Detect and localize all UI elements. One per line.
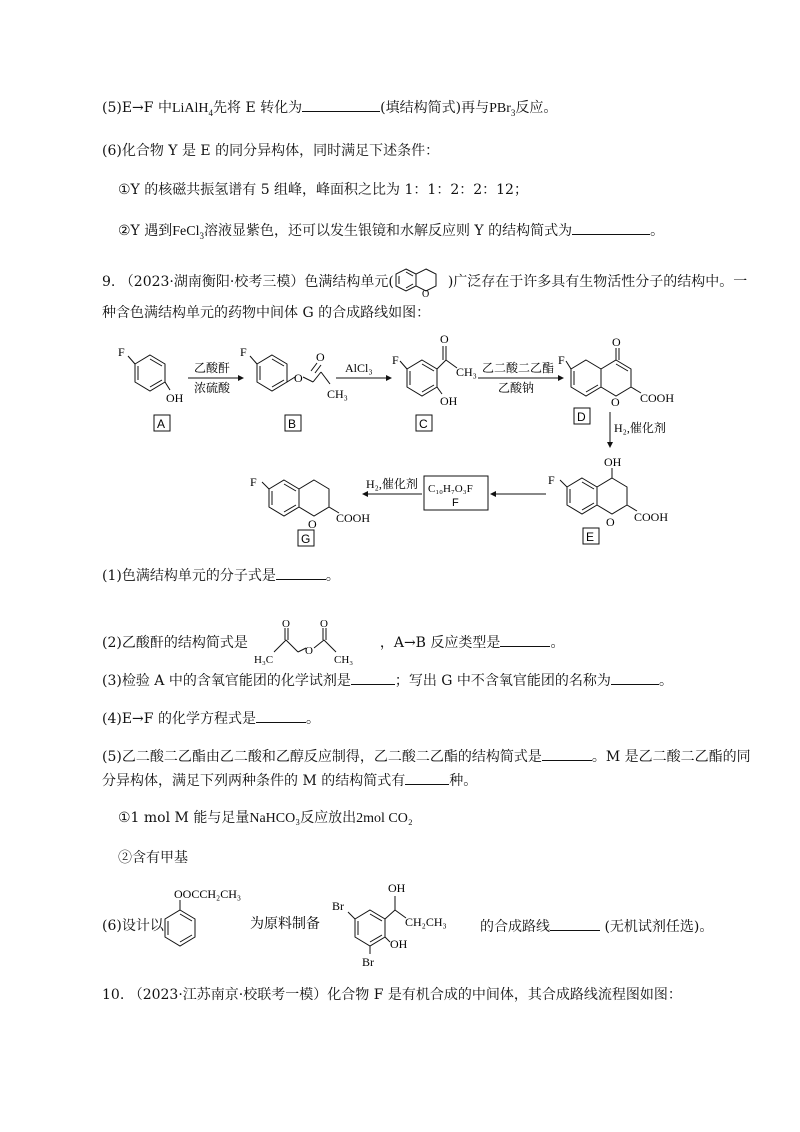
svg-text:Br: Br	[332, 899, 344, 913]
answer-blank	[550, 916, 600, 931]
svg-text:CH₃: CH₃	[333, 654, 353, 666]
question-9-header: 9. （2023·湖南衡阳·校考三模）色满结构单元( O )广泛存在于许多具有生物活性分子的结构中。一	[102, 265, 747, 299]
answer-blank	[611, 670, 659, 685]
question-9-intro: 种含色满结构单元的药物中间体 G 的合成路线如图：	[102, 305, 431, 321]
question-10-header: 10. （2023·江苏南京·校联考一模）化合物 F 是有机合成的中间体，其合成路线流程图如图：	[102, 987, 682, 1003]
svg-text:OH: OH	[604, 455, 622, 469]
chromane-structure-icon	[394, 265, 448, 299]
svg-text:F: F	[548, 473, 555, 487]
svg-text:OOCCH₂CH₃: OOCCH₂CH₃	[174, 887, 242, 901]
answer-blank	[276, 565, 326, 580]
question-9-part-3: (3)检验 A 中的含氧官能团的化学试剂是 ；写出 G 中不含氧官能团的名称为 。	[102, 670, 673, 691]
label-f: F	[452, 497, 459, 509]
svg-text:F: F	[240, 345, 247, 359]
svg-text:O: O	[304, 645, 313, 657]
svg-text:F: F	[558, 353, 565, 367]
answer-blank	[351, 670, 395, 685]
svg-text:O: O	[294, 371, 303, 385]
question-6-intro: (6)化合物 Y 是 E 的同分异构体，同时满足下述条件：	[102, 143, 440, 159]
svg-text:H₃C: H₃C	[253, 654, 273, 666]
svg-text:O: O	[316, 350, 325, 364]
synthesis-scheme	[0, 330, 800, 550]
svg-text:O: O	[611, 395, 620, 409]
answer-blank	[256, 708, 306, 723]
condition-bc: AlCl₃	[345, 361, 373, 375]
question-9-part-4: (4)E→F 的化学方程式是 。	[102, 708, 320, 729]
svg-text:COOH: COOH	[634, 510, 669, 524]
question-9-part-6: (6)设计以	[102, 918, 164, 934]
svg-text:CH₃: CH₃	[327, 387, 348, 401]
question-5: (5)E→F 中LiAlH$_4$先将 E 转化为 (填结构简式)再与PBr$_3$反应。	[102, 97, 557, 123]
svg-text:O: O	[281, 618, 290, 630]
svg-text:OH: OH	[390, 937, 408, 951]
acetic-anhydride-structure	[254, 618, 374, 668]
compound-c-structure	[400, 346, 457, 396]
svg-text:CH₃: CH₃	[456, 365, 477, 379]
question-9-part-5-condition-2: ②含有甲基	[118, 850, 188, 866]
compound-d-structure	[566, 348, 641, 396]
answer-blank	[500, 632, 550, 647]
svg-text:Br: Br	[362, 955, 374, 969]
svg-text:OH: OH	[440, 394, 458, 408]
label-a: A	[157, 417, 166, 431]
svg-text:O: O	[440, 332, 449, 346]
condition-de: H₂,催化剂	[614, 421, 666, 435]
label-g: G	[301, 532, 311, 546]
question-9-part-1: (1)色满结构单元的分子式是 。	[102, 565, 340, 586]
question-9-part-6-end: 的合成路线 (无机试剂任选)。	[480, 916, 713, 937]
answer-blank	[302, 97, 380, 112]
svg-text:O: O	[319, 618, 328, 630]
question-9-part-5: (5)乙二酸二乙酯由乙二酸和乙醇反应制得，乙二酸二乙酯的结构简式是 。M 是乙二酸二乙酯的同	[102, 746, 751, 767]
label-b: B	[288, 417, 297, 431]
svg-text:O: O	[421, 289, 430, 299]
phenyl-propanoate-structure	[165, 900, 195, 946]
svg-text:COOH: COOH	[640, 391, 675, 405]
svg-text:COOH: COOH	[336, 511, 371, 525]
answer-blank	[542, 746, 592, 761]
compound-a-structure	[128, 355, 170, 391]
svg-text:为原料制备: 为原料制备	[250, 917, 320, 932]
question-9-part-5-condition-1: ①1 mol M 能与足量NaHCO₃反应放出2mol CO₂	[118, 810, 413, 826]
svg-text:OH: OH	[388, 881, 406, 895]
answer-blank	[572, 220, 650, 235]
svg-text:F: F	[392, 353, 399, 367]
compound-f-formula: C₁₀H₇O₃F	[428, 483, 473, 495]
condition-cd-top: 乙二酸二乙酯	[482, 361, 555, 375]
svg-text:O: O	[308, 517, 317, 531]
svg-text:O: O	[606, 515, 615, 529]
svg-text:O: O	[612, 335, 621, 349]
condition-fg: H₂,催化剂	[366, 477, 418, 491]
svg-text:F: F	[250, 475, 257, 489]
label-d: D	[577, 410, 586, 424]
answer-blank	[405, 770, 449, 785]
question-6-condition-1: ①Y 的核磁共振氢谱有 5 组峰，峰面积之比为 1：1：2：2：12；	[118, 182, 528, 198]
atom-oh: OH	[166, 391, 184, 405]
question-9-part-5-cont: 分异构体，满足下列两种条件的 M 的结构简式有 种。	[102, 770, 477, 791]
label-c: C	[419, 417, 428, 431]
condition-ab-bottom: 浓硫酸	[194, 381, 231, 395]
condition-ab-top: 乙酸酐	[194, 361, 231, 375]
question-9-part-2: (2)乙酸酐的结构简式是 H₃C O O O CH₃ ，A→B 反应类型是 。	[102, 618, 565, 666]
question-6-condition-2: ②Y 遇到FeCl$_3$溶液显紫色，还可以发生银镜和水解反应则 Y 的结构简式为 。	[118, 220, 664, 246]
svg-text:CH₂CH₃: CH₂CH₃	[405, 915, 447, 929]
condition-cd-bottom: 乙酸钠	[498, 381, 535, 395]
atom-f: F	[118, 345, 125, 359]
label-e: E	[586, 530, 595, 544]
compound-e-structure	[560, 468, 637, 514]
compound-g-structure	[262, 480, 339, 516]
